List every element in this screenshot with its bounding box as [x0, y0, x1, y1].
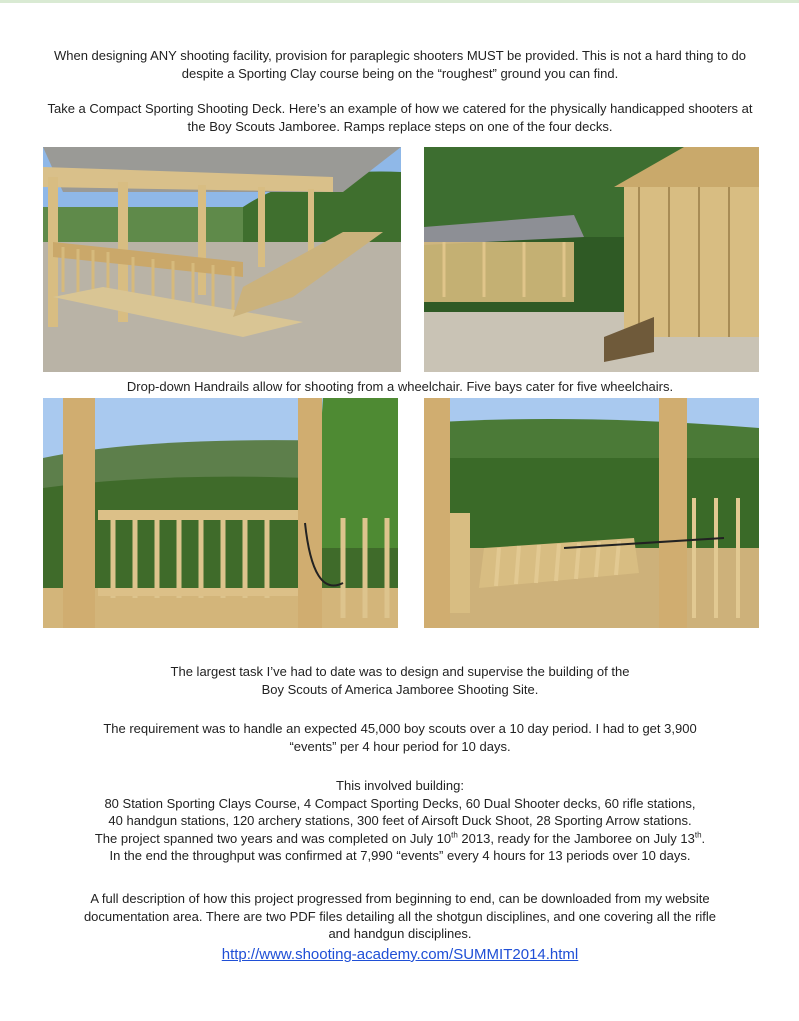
- intro-line: When designing ANY shooting facility, provision for paraplegic shooters MUST be provided. This is not a hard thing to do: [53, 48, 747, 63]
- body-text: .: [701, 830, 706, 846]
- body-paragraph-4: [30, 890, 770, 943]
- superscript: th: [451, 830, 458, 840]
- body-line: The requirement was to handle an expected 45,000 boy scouts over a 10 day period. I had to get 3,900: [103, 721, 697, 736]
- deck-with-steps-photo: [424, 147, 759, 372]
- body-line: In the end the throughput was confirmed at 7,990 “events” every 4 hours for 13 periods over 10 days.: [109, 848, 691, 863]
- body-line: This involved building:: [336, 778, 464, 793]
- body-line: A full description of how this project progressed from beginning to end, can be downloaded from my website: [90, 891, 710, 906]
- top-divider: [0, 0, 799, 3]
- intro-line: Take a Compact Sporting Shooting Deck. Here’s an example of how we catered for the physically handicapped shooters at: [47, 101, 753, 116]
- body-line: The largest task I’ve had to date was to design and supervise the building of the: [170, 664, 630, 679]
- superscript: th: [694, 830, 702, 840]
- body-line: 80 Station Sporting Clays Course, 4 Compact Sporting Decks, 60 Dual Shooter decks, 60 rifle stations,: [104, 795, 696, 811]
- body-text: The project spanned two years and was completed on July 10: [94, 830, 452, 846]
- body-paragraph-2: [30, 720, 770, 755]
- body-line: and handgun disciplines.: [328, 926, 472, 941]
- handrail-view-photo: [43, 398, 398, 628]
- body-line: documentation area. There are two PDF files detailing all the shotgun disciplines, and one covering all the rifle: [83, 908, 717, 924]
- intro-line: despite a Sporting Clay course being on the “roughest” ground you can find.: [181, 65, 619, 81]
- photo-caption: Drop-down Handrails allow for shooting from a wheelchair. Five bays cater for five wheelchairs.: [126, 379, 674, 394]
- deck-with-ramp-photo: [43, 147, 401, 372]
- dropdown-handrail-photo: [424, 398, 759, 628]
- body-paragraph-3: [30, 777, 770, 865]
- intro-paragraph-1: [30, 47, 770, 82]
- intro-line: the Boy Scouts Jamboree. Ramps replace steps on one of the four decks.: [187, 118, 613, 134]
- body-paragraph-1: [30, 663, 770, 698]
- body-line: [30, 830, 770, 848]
- intro-paragraph-2: [30, 100, 770, 135]
- body-text: 2013, ready for the Jamboree on July 13: [457, 830, 695, 846]
- body-line: Boy Scouts of America Jamboree Shooting Site.: [261, 681, 539, 697]
- body-line: “events” per 4 hour period for 10 days.: [289, 738, 511, 754]
- website-link[interactable]: http://www.shooting-academy.com/SUMMIT2014.html: [221, 946, 579, 963]
- body-line: 40 handgun stations, 120 archery stations, 300 feet of Airsoft Duck Shoot, 28 Sporting Arrow stations.: [108, 813, 692, 828]
